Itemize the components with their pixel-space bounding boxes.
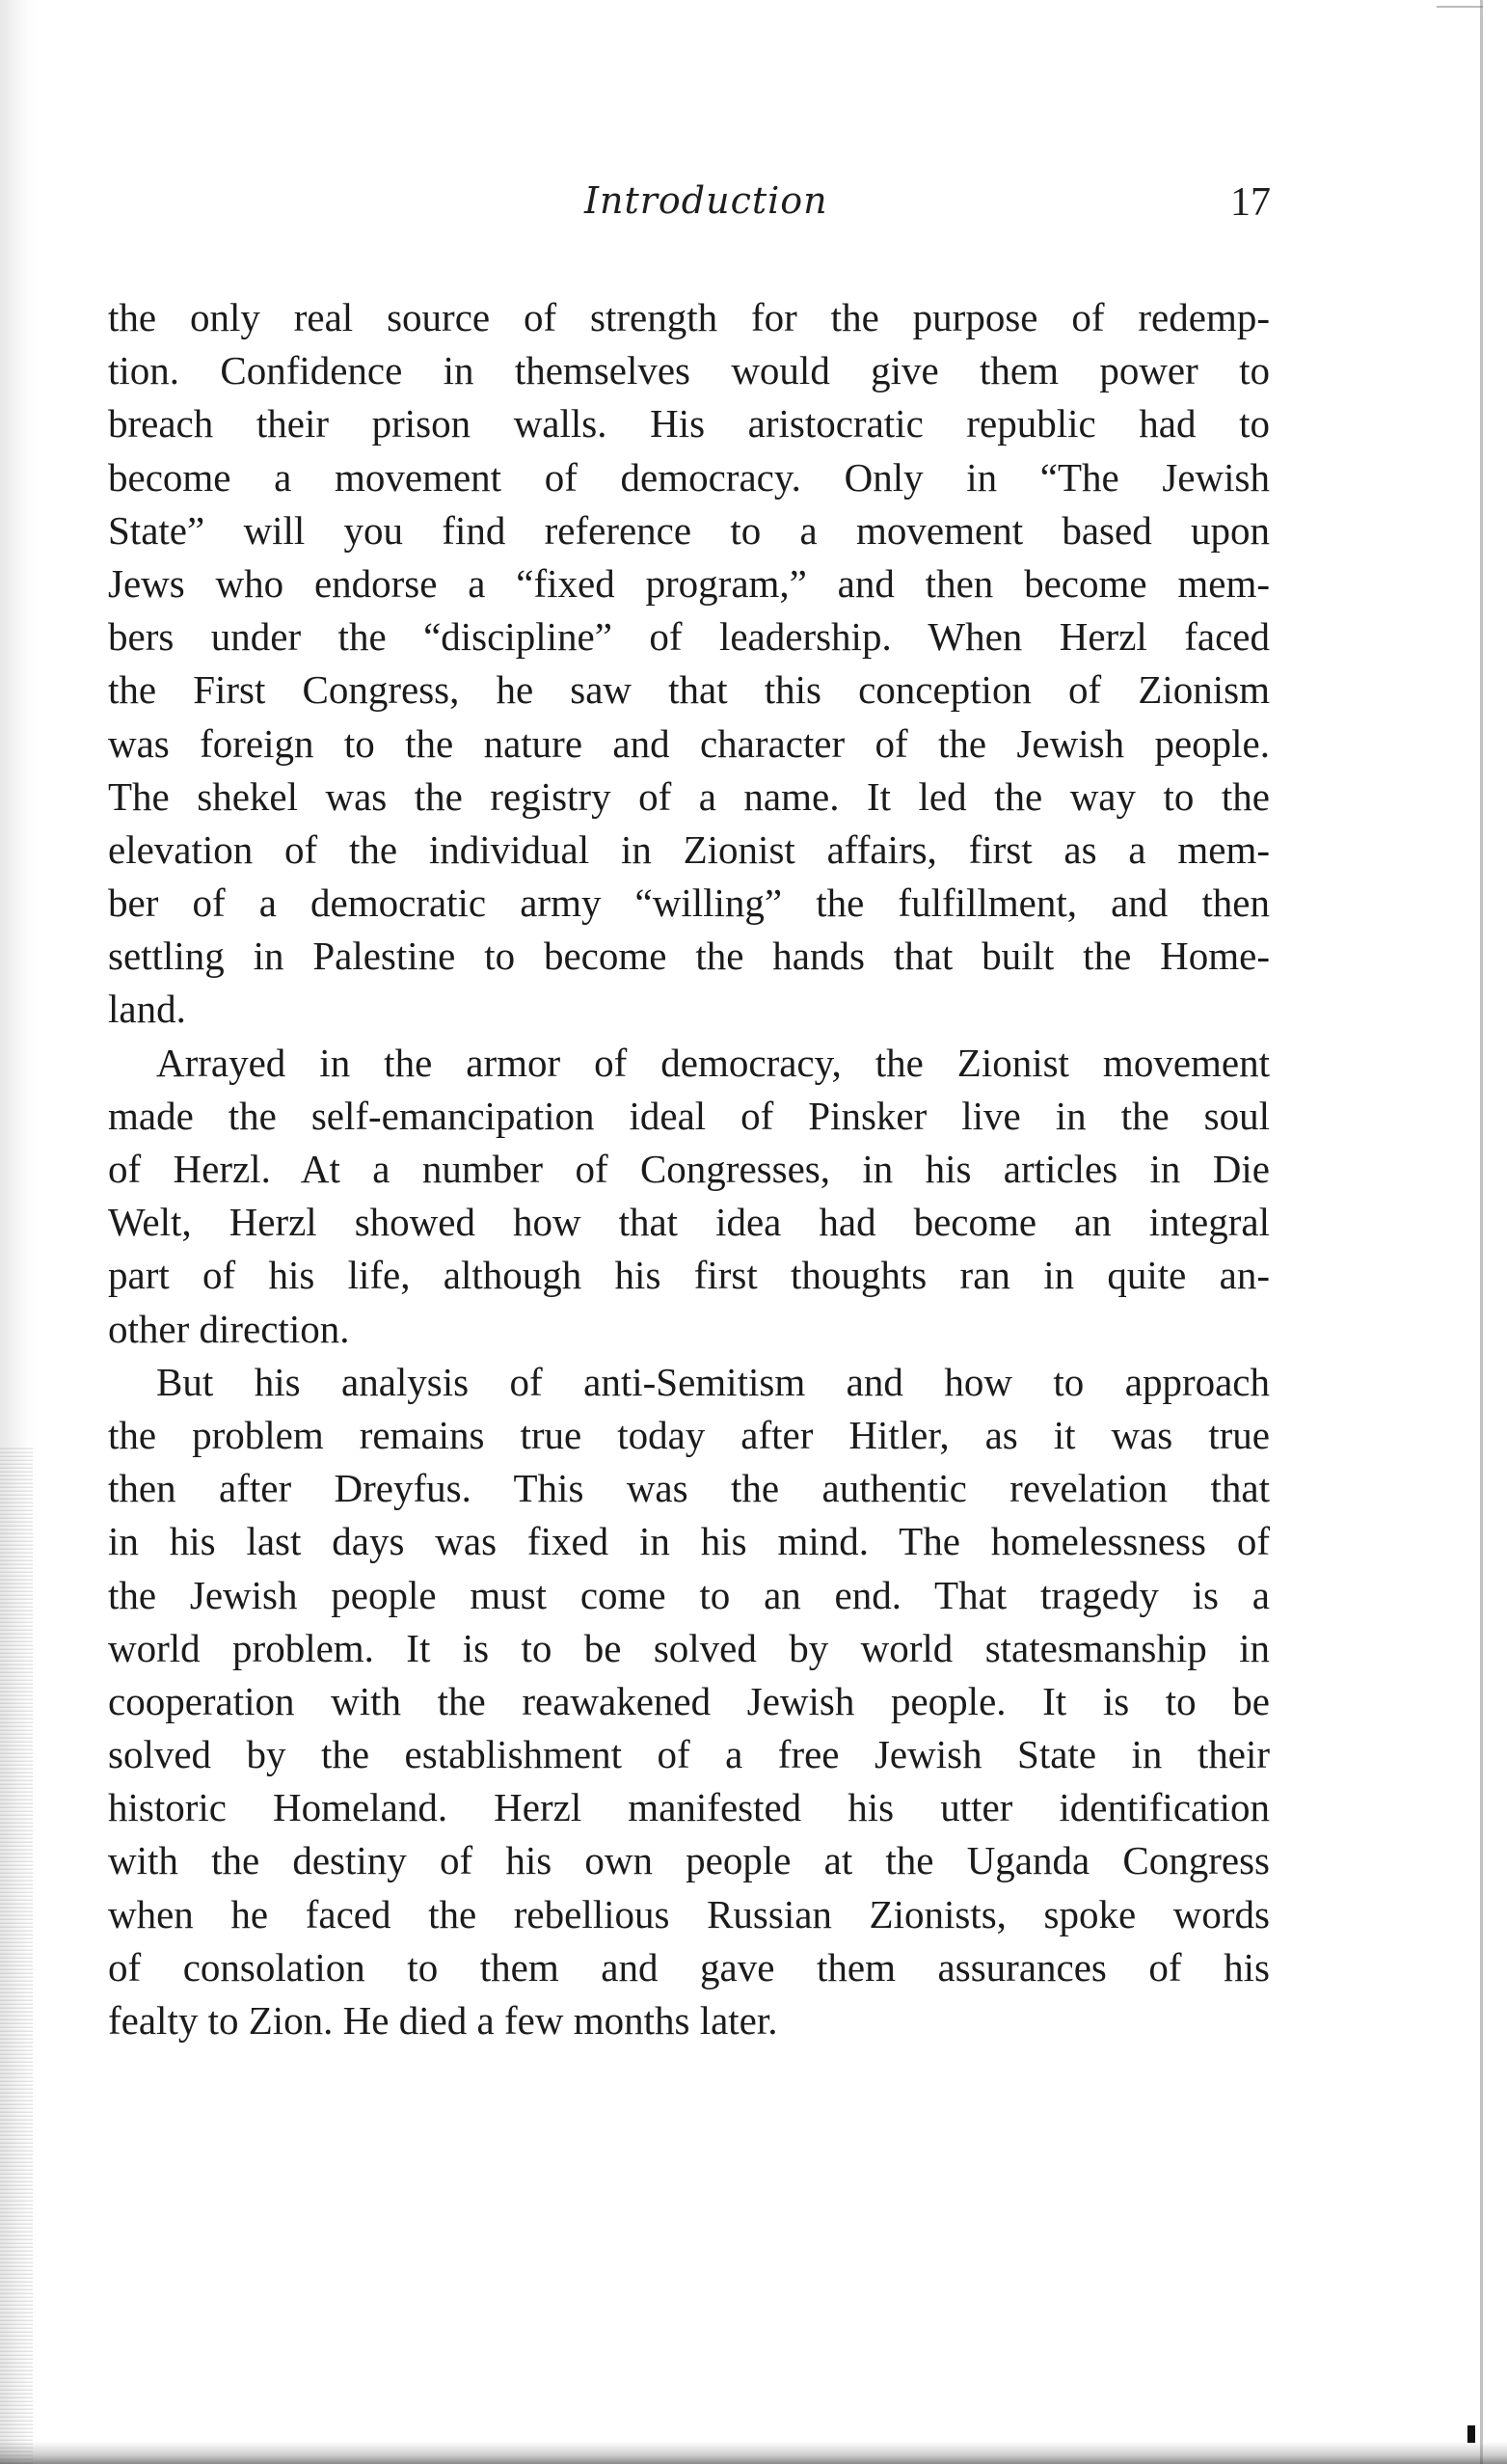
text-line: fealty to Zion. He died a few months later. — [108, 1998, 778, 2043]
text-line: elevation of the individual in Zionist affairs, first as a mem- — [108, 826, 1270, 872]
text-line: the only real source of strength for the purpose of redemp- — [108, 295, 1270, 339]
text-line: other direction. — [108, 1306, 350, 1351]
text-line: bers under the “discipline” of leadership. When Herzl faced — [108, 614, 1270, 660]
text-line: in his last days was fixed in his mind. The homelessness of — [108, 1519, 1270, 1564]
text-line: settling in Palestine to become the hands that built the Home- — [108, 934, 1270, 979]
body-text — [108, 291, 1270, 2047]
text-line: solved by the establishment of a free Jewish State in their — [108, 1732, 1270, 1777]
text-line: of consolation to them and gave them assurances of his — [108, 1944, 1270, 1990]
text-line: historic Homeland. Herzl manifested his utter identification — [108, 1785, 1270, 1830]
page-corner-line — [1437, 6, 1483, 8]
text-line: the First Congress, he saw that this conception of Zionism — [108, 667, 1270, 713]
text-line: then after Dreyfus. This was the authentic revelation that — [108, 1466, 1270, 1511]
text-line: Welt, Herzl showed how that idea had become an integral — [108, 1200, 1270, 1245]
text-line: ber of a democratic army “willing” the fulfillment, and then — [108, 880, 1270, 926]
text-line: part of his life, although his first thoughts ran in quite an- — [108, 1253, 1270, 1298]
text-line: was foreign to the nature and character of the Jewish people. — [108, 720, 1270, 766]
running-head-title: Introduction — [584, 179, 828, 222]
text-line: the Jewish people must come to an end. That tragedy is a — [108, 1572, 1270, 1617]
text-line: Jews who endorse a “fixed program,” and then become mem- — [108, 560, 1270, 606]
scan-bottom-shadow — [0, 2442, 1507, 2464]
page-right-edge — [1480, 0, 1483, 2464]
text-line: Arrayed in the armor of democracy, the Zionist movement — [156, 1040, 1270, 1085]
text-line: land. — [108, 987, 186, 1032]
paragraph — [108, 1037, 1270, 1356]
text-line: tion. Confidence in themselves would give them power to — [108, 348, 1270, 393]
text-line: become a movement of democracy. Only in “The Jewish — [108, 454, 1270, 500]
scan-mark — [1467, 2425, 1475, 2443]
text-line: State” will you find reference to a movement based upon — [108, 507, 1270, 553]
paragraph — [108, 291, 1270, 1037]
text-line: when he faced the rebellious Russian Zionists, spoke words — [108, 1891, 1270, 1936]
page-number: 17 — [1230, 180, 1271, 225]
text-line: made the self-emancipation ideal of Pinsker live in the soul — [108, 1093, 1270, 1138]
text-line: of Herzl. At a number of Congresses, in his articles in Die — [108, 1147, 1270, 1191]
text-line: world problem. It is to be solved by world statesmanship in — [108, 1625, 1270, 1670]
text-line: with the destiny of his own people at the Uganda Congress — [108, 1838, 1270, 1883]
paragraph — [108, 1356, 1270, 2047]
running-head — [0, 179, 1507, 237]
text-line: cooperation with the reawakened Jewish people. It is to be — [108, 1678, 1270, 1723]
text-line: The shekel was the registry of a name. It led the way to the — [108, 773, 1270, 819]
text-line: breach their prison walls. His aristocratic republic had to — [108, 401, 1270, 447]
text-line: But his analysis of anti-Semitism and how to approach — [156, 1359, 1270, 1404]
scan-gutter-texture — [0, 1447, 33, 2464]
text-line: the problem remains true today after Hitler, as it was true — [108, 1412, 1270, 1457]
